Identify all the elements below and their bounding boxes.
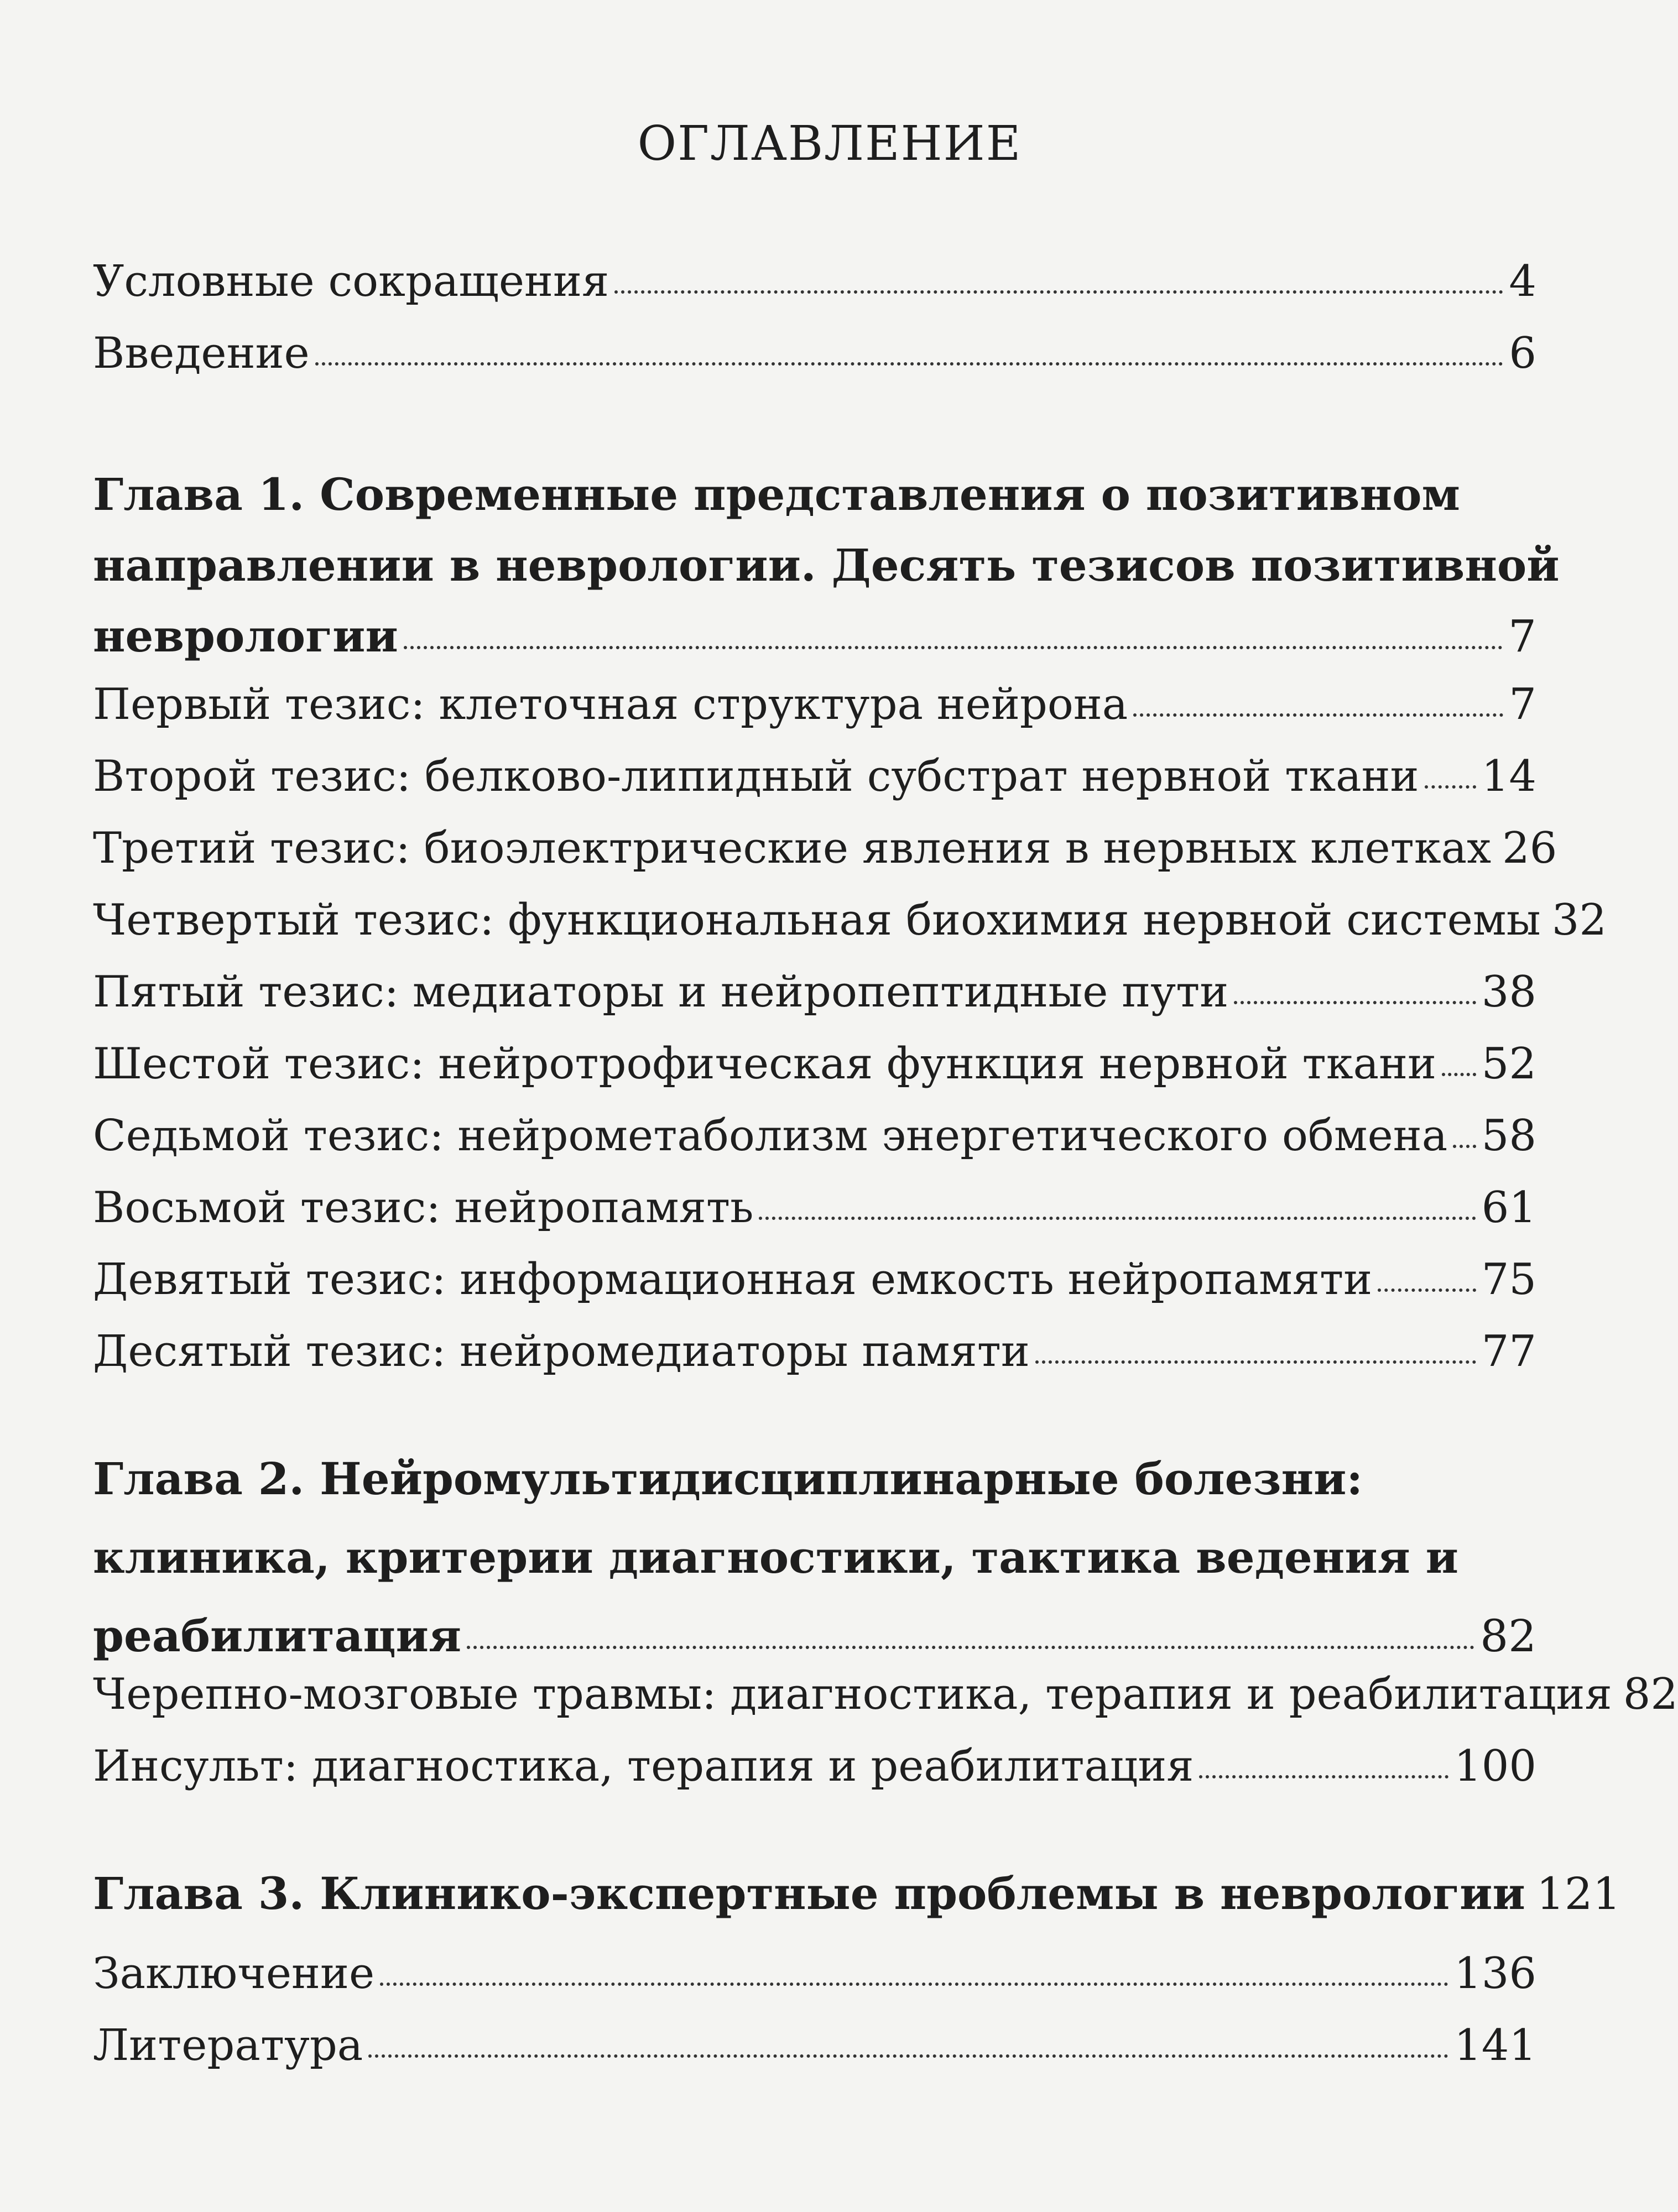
- page-title: ОГЛАВЛЕНИЕ: [637, 116, 1022, 171]
- toc-entry[interactable]: [93, 680, 1536, 729]
- chapter-2-page: 82: [1480, 1610, 1536, 1662]
- dot-leader: [467, 1646, 1474, 1649]
- dot-leader: [1199, 1775, 1448, 1778]
- toc-entry-page: 100: [1454, 1741, 1536, 1791]
- toc-entry[interactable]: [93, 967, 1536, 1017]
- toc-entry-label: Восьмой тезис: нейропамять: [93, 1183, 754, 1233]
- toc-entry-label: Шестой тезис: нейротрофическая функция нервной ткани: [93, 1039, 1437, 1089]
- chapter-1-heading[interactable]: [93, 459, 1560, 672]
- chapter-3-line: Глава 3. Клинико-экспертные проблемы в неврологии: [93, 1867, 1525, 1919]
- toc-entry[interactable]: [93, 1327, 1536, 1376]
- toc-entry-page: 32: [1551, 895, 1607, 945]
- chapter-2-heading[interactable]: [93, 1443, 1536, 1672]
- dot-leader: [1133, 713, 1503, 717]
- dot-leader: [404, 646, 1503, 649]
- toc-entry[interactable]: [93, 895, 1607, 945]
- toc-entry-page: 26: [1502, 823, 1557, 873]
- chapter-1-line: неврологии: [93, 610, 398, 662]
- dot-leader: [368, 2054, 1448, 2058]
- toc-entry[interactable]: [93, 1183, 1536, 1233]
- dot-leader: [1234, 1001, 1476, 1004]
- toc-entry[interactable]: [93, 1741, 1536, 1791]
- toc-entry-label: Введение: [93, 328, 310, 378]
- dot-leader: [1035, 1360, 1476, 1364]
- toc-entry-label: Третий тезис: биоэлектрические явления в нервных клетках: [93, 823, 1492, 873]
- toc-entry[interactable]: [93, 328, 1536, 378]
- toc-entry-label: Седьмой тезис: нейрометаболизм энергетического обмена: [93, 1111, 1448, 1161]
- chapter-2-line: реабилитация: [93, 1610, 462, 1662]
- chapter-1-last-line: [93, 601, 1536, 672]
- toc-entry-page: 4: [1509, 257, 1536, 306]
- chapter-3-last-line: [93, 1858, 1621, 1929]
- dot-leader: [1378, 1288, 1476, 1292]
- chapter-1-line: Глава 1. Современные представления о позитивном: [93, 468, 1460, 520]
- toc-entry-page: 82: [1623, 1670, 1678, 1719]
- toc-entry-label: Четвертый тезис: функциональная биохимия нервной системы: [93, 895, 1541, 945]
- dot-leader: [1425, 785, 1476, 789]
- dot-leader: [380, 1983, 1448, 1986]
- toc-entry[interactable]: [93, 1670, 1678, 1719]
- toc-entry-page: 141: [1454, 2021, 1536, 2070]
- dot-leader: [1453, 1145, 1476, 1148]
- chapter-2-line: клиника, критерии диагностики, тактика ведения и: [93, 1531, 1458, 1583]
- toc-entry-page: 58: [1481, 1111, 1536, 1161]
- toc-entry-label: Второй тезис: белково-липидный субстрат нервной ткани: [93, 752, 1419, 801]
- chapter-2-last-line: [93, 1600, 1536, 1672]
- chapter-2-line: Глава 2. Нейромультидисциплинарные болезни:: [93, 1453, 1363, 1505]
- dot-leader: [315, 362, 1504, 366]
- toc-entry-label: Десятый тезис: нейромедиаторы памяти: [93, 1327, 1030, 1376]
- toc-entry[interactable]: [93, 1949, 1536, 1999]
- toc-entry[interactable]: [93, 752, 1536, 801]
- toc-entry-page: 136: [1454, 1949, 1536, 1999]
- toc-entry-label: Заключение: [93, 1949, 375, 1999]
- toc-entry[interactable]: [93, 823, 1557, 873]
- toc-entry-label: Черепно-мозговые травмы: диагностика, терапия и реабилитация: [93, 1670, 1612, 1719]
- toc-entry-label: Пятый тезис: медиаторы и нейропептидные пути: [93, 967, 1229, 1017]
- toc-entry[interactable]: [93, 257, 1536, 306]
- toc-entry[interactable]: [93, 1039, 1536, 1089]
- toc-entry[interactable]: [93, 1111, 1536, 1161]
- dot-leader: [1442, 1073, 1476, 1076]
- toc-entry-label: Литература: [93, 2021, 363, 2070]
- toc-entry[interactable]: [93, 1255, 1536, 1305]
- toc-entry-page: 38: [1481, 967, 1536, 1017]
- toc-entry-page: 52: [1481, 1039, 1536, 1089]
- dot-leader: [614, 290, 1503, 294]
- toc-entry-page: 14: [1481, 752, 1536, 801]
- chapter-1-line: направлении в неврологии. Десять тезисов позитивной: [93, 539, 1560, 591]
- toc-entry[interactable]: [93, 2021, 1536, 2070]
- toc-entry-page: 61: [1481, 1183, 1536, 1233]
- toc-entry-label: Условные сокращения: [93, 257, 609, 306]
- toc-entry-page: 75: [1481, 1255, 1536, 1305]
- toc-entry-page: 7: [1509, 680, 1536, 729]
- toc-entry-page: 6: [1509, 328, 1536, 378]
- toc-entry-page: 77: [1481, 1327, 1536, 1376]
- toc-entry-label: Девятый тезис: информационная емкость нейропамяти: [93, 1255, 1373, 1305]
- dot-leader: [759, 1217, 1476, 1220]
- toc-entry-label: Инсульт: диагностика, терапия и реабилитация: [93, 1741, 1194, 1791]
- chapter-3-heading[interactable]: [93, 1858, 1621, 1929]
- chapter-1-page: 7: [1508, 611, 1536, 662]
- chapter-3-page: 121: [1536, 1868, 1621, 1919]
- toc-entry-label: Первый тезис: клеточная структура нейрона: [93, 680, 1128, 729]
